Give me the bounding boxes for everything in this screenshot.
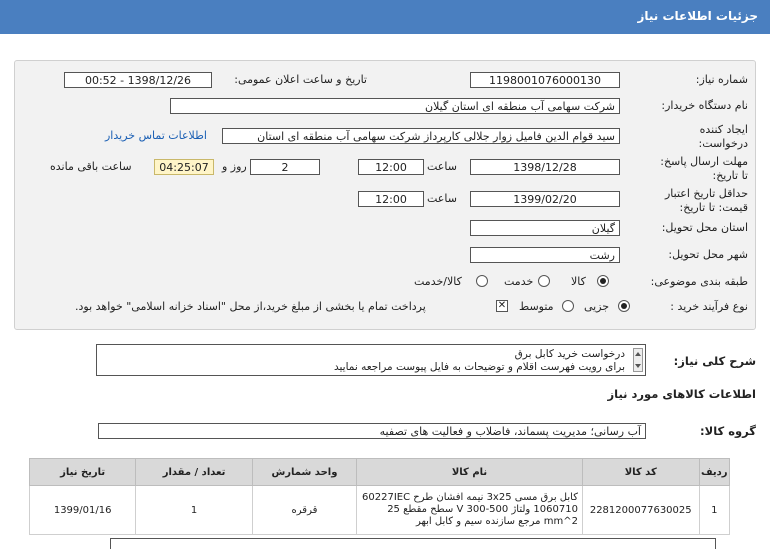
province-label: استان محل تحویل: (661, 221, 748, 234)
reply-deadline-label: مهلت ارسال پاسخ: (660, 155, 748, 168)
process-minor-radio[interactable] (618, 300, 630, 312)
need-number-label: شماره نیاز: (695, 73, 748, 86)
city-field: رشت (470, 247, 620, 263)
category-label: طبقه بندی موضوعی: (650, 275, 748, 288)
process-type-label: نوع فرآیند خرید : (670, 300, 748, 313)
process-minor-label: جزیی (584, 300, 610, 313)
creator-field: سید قوام الدین فامیل زوار جلالی کارپرداز شرکت سهامی آب منطقه ای استان (222, 128, 620, 144)
reply-time-label: ساعت (427, 160, 457, 173)
days-label: روز و (222, 160, 247, 173)
validity-date-field: 1399/02/20 (470, 191, 620, 207)
validity-time-field: 12:00 (358, 191, 424, 207)
remaining-time-field: 04:25:07 (154, 159, 214, 175)
process-medium-radio[interactable] (562, 300, 574, 312)
category-goods-radio[interactable] (597, 275, 609, 287)
goods-section-title: اطلاعات کالاهای مورد نیاز (607, 387, 756, 401)
description-line-2: برای رویت فهرست اقلام و توضیحات به فایل پیوست مراجعه نمایید (333, 361, 625, 373)
scroll-up-icon[interactable] (635, 352, 641, 356)
validity-time-label: ساعت (427, 192, 457, 205)
col-row-header: ردیف (699, 459, 729, 486)
need-number-field: 1198001076000130 (470, 72, 620, 88)
category-service-label: خدمت (504, 275, 534, 288)
process-medium-label: متوسط (519, 300, 554, 313)
treasury-payment-note: پرداخت تمام یا بخشی از مبلغ خرید،از محل "اسناد خزانه اسلامی" خواهد بود. (75, 300, 426, 313)
page-title: جزئیات اطلاعات نیاز (637, 9, 758, 23)
category-service-radio[interactable] (538, 275, 550, 287)
col-code-header: کد کالا (582, 459, 699, 486)
announce-datetime-field: 1398/12/26 - 00:52 (64, 72, 212, 88)
col-unit-header: واحد شمارش (252, 459, 356, 486)
buyer-contact-link[interactable]: اطلاعات تماس خریدار (105, 129, 207, 142)
unit-cell: قرقره (252, 486, 356, 535)
creator-label-2: درخواست: (698, 137, 748, 150)
col-name-header: نام کالا (357, 459, 583, 486)
days-remaining-field: 2 (250, 159, 320, 175)
goods-group-label: گروه کالا: (700, 424, 756, 438)
category-goods-label: کالا (571, 275, 586, 288)
announce-datetime-label: تاریخ و ساعت اعلان عمومی: (234, 73, 367, 86)
category-goods-service-radio[interactable] (476, 275, 488, 287)
description-line-1: درخواست خرید کابل برق (514, 348, 625, 360)
reply-date-field: 1398/12/28 (470, 159, 620, 175)
description-label: شرح کلی نیاز: (673, 354, 756, 368)
name-cell: کابل برق مسی 3x25 نیمه افشان طرح 60227IEC 1060710 ولتاژ 500-300 V سطح مقطع 25 mm^2 مرجع سازنده سیم و کابل ابهر (357, 486, 583, 535)
buyer-org-label: نام دستگاه خریدار: (661, 99, 748, 112)
qty-cell: 1 (136, 486, 253, 535)
next-section-box (110, 538, 716, 549)
description-scrollbar[interactable] (633, 348, 643, 372)
buyer-org-field: شرکت سهامی آب منطقه ای استان گیلان (170, 98, 620, 114)
col-date-header: تاریخ نیاز (30, 459, 136, 486)
city-label: شهر محل تحویل: (668, 248, 748, 261)
goods-table (29, 458, 730, 535)
row-number-cell: 1 (699, 486, 729, 535)
table-row (30, 486, 730, 535)
treasury-payment-checkbox[interactable]: ✕ (497, 300, 507, 311)
goods-table-header (30, 459, 730, 486)
description-box (96, 344, 646, 376)
creator-label: ایجاد کننده (699, 123, 748, 136)
province-field: گیلان (470, 220, 620, 236)
reply-time-field: 12:00 (358, 159, 424, 175)
reply-deadline-label-2: تا تاریخ: (712, 169, 748, 182)
col-qty-header: تعداد / مقدار (136, 459, 253, 486)
price-validity-label: حداقل تاریخ اعتبار (664, 187, 748, 200)
page-header (0, 0, 770, 34)
category-goods-service-label: کالا/خدمت (414, 275, 462, 288)
goods-group-field: آب رسانی؛ مدیریت پسماند، فاضلاب و فعالیت های تصفیه (98, 423, 646, 439)
remaining-time-label: ساعت باقی مانده (50, 160, 132, 173)
scroll-down-icon[interactable] (635, 364, 641, 368)
price-validity-label-2: قیمت: تا تاریخ: (679, 201, 748, 214)
date-cell: 1399/01/16 (30, 486, 136, 535)
code-cell: 2281200077630025 (582, 486, 699, 535)
